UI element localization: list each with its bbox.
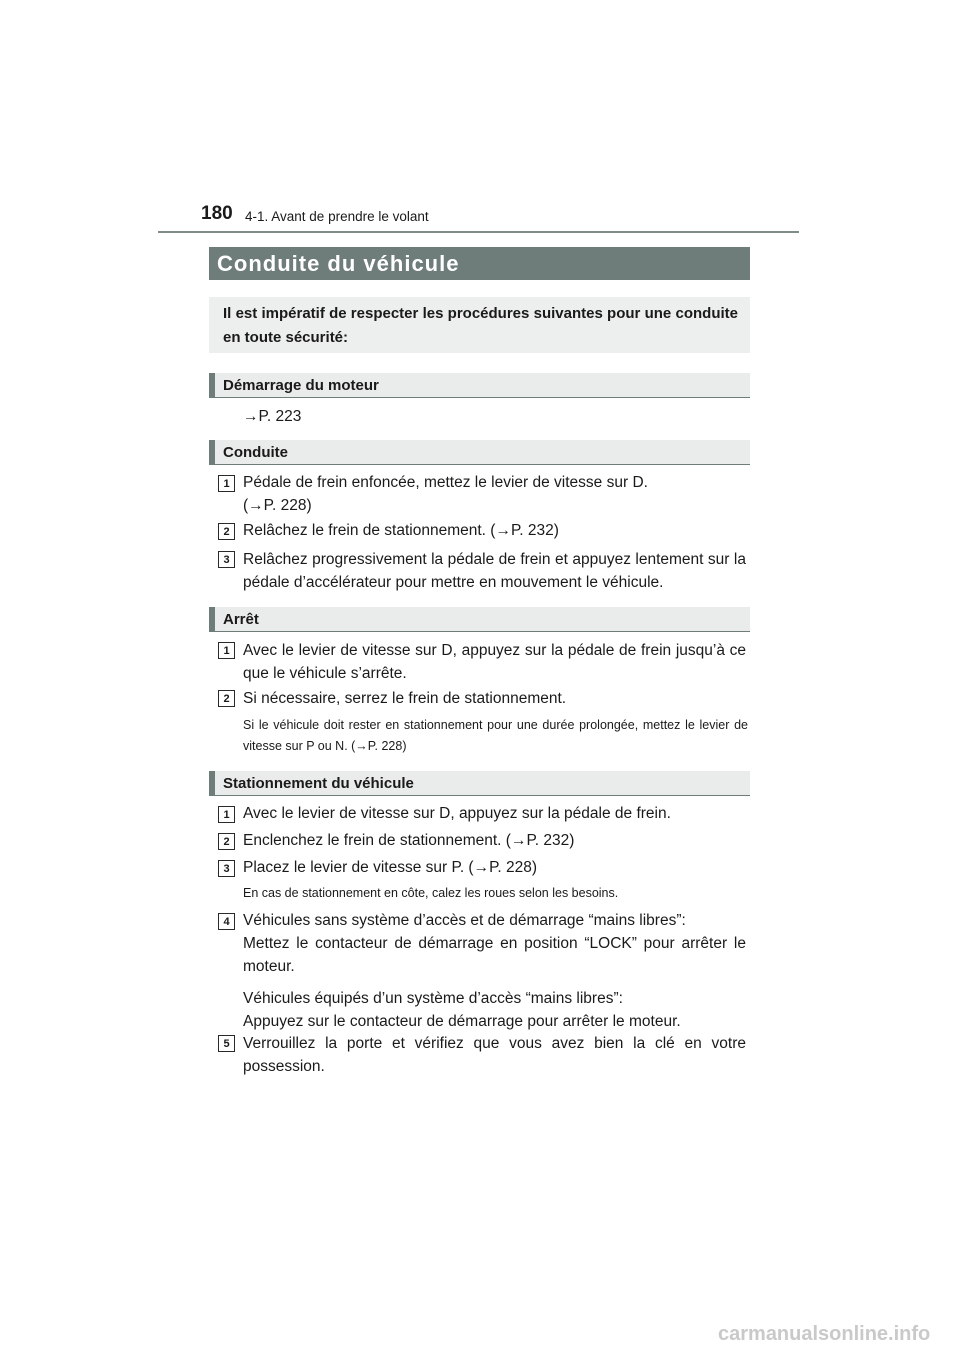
stationnement-step-5: Verrouillez la porte et vérifiez que vous avez bien la clé en votre possession. <box>243 1035 746 1075</box>
subheading-demarrage: Démarrage du moteur <box>209 373 750 398</box>
section-title: Conduite du véhicule <box>209 247 750 280</box>
step-text: Véhicules sans système d’accès et de démarrage “mains libres”: <box>243 912 686 929</box>
step-number: 1 <box>218 806 235 823</box>
page-number: 180 <box>201 203 233 224</box>
stationnement-step-2: Enclenchez le frein de stationnement. (→P. 232) <box>243 832 575 849</box>
header-divider <box>158 231 799 233</box>
subheading-arret: Arrêt <box>209 607 750 632</box>
step-ref[interactable]: (→P. 228) <box>243 497 312 514</box>
subheading-stationnement: Stationnement du véhicule <box>209 771 750 796</box>
step-text: Mettez le contacteur de démarrage en position “LOCK” pour arrêter le moteur. <box>243 935 746 975</box>
conduite-step-3: Relâchez progressivement la pédale de frein et appuyez lentement sur la pédale d’accélérateur pour mettre en mouvement le véhicule. <box>243 551 746 591</box>
step-number: 3 <box>218 551 235 568</box>
conduite-step-2: Relâchez le frein de stationnement. (→P. 232) <box>243 522 559 539</box>
watermark: carmanualsonline.info <box>718 1323 931 1345</box>
arret-step-2: Si nécessaire, serrez le frein de stationnement. <box>243 690 567 707</box>
step-number: 2 <box>218 833 235 850</box>
step-number: 5 <box>218 1035 235 1052</box>
arret-step-1: Avec le levier de vitesse sur D, appuyez sur la pédale de frein jusqu’à ce que le véhicule s’arrête. <box>243 642 746 682</box>
step-number: 2 <box>218 523 235 540</box>
step-number: 1 <box>218 475 235 492</box>
stationnement-step-4 <box>243 909 746 1033</box>
demarrage-ref[interactable]: →P. 223 <box>243 408 302 425</box>
step-number: 4 <box>218 913 235 930</box>
conduite-step-1 <box>243 471 746 517</box>
step-number: 2 <box>218 690 235 707</box>
step-text: Appuyez sur le contacteur de démarrage pour arrêter le moteur. <box>243 1013 681 1030</box>
step-number: 3 <box>218 860 235 877</box>
step-number: 1 <box>218 642 235 659</box>
chapter-title: 4-1. Avant de prendre le volant <box>245 209 429 224</box>
step-text: Pédale de frein enfoncée, mettez le levier de vitesse sur D. <box>243 474 648 491</box>
stationnement-step-3: Placez le levier de vitesse sur P. (→P. 228) <box>243 859 538 876</box>
step-text: Véhicules équipés d’un système d’accès “mains libres”: <box>243 990 623 1007</box>
arret-note: Si le véhicule doit rester en stationnement pour une durée prolongée, mettez le levier de vitesse sur P ou N. (→P. 228) <box>243 718 748 753</box>
subheading-conduite: Conduite <box>209 440 750 465</box>
stationnement-note: En cas de stationnement en côte, calez les roues selon les besoins. <box>243 886 619 900</box>
intro-box: Il est impératif de respecter les procédures suivantes pour une conduite en toute sécurité: <box>209 297 750 353</box>
stationnement-step-1: Avec le levier de vitesse sur D, appuyez sur la pédale de frein. <box>243 805 671 822</box>
